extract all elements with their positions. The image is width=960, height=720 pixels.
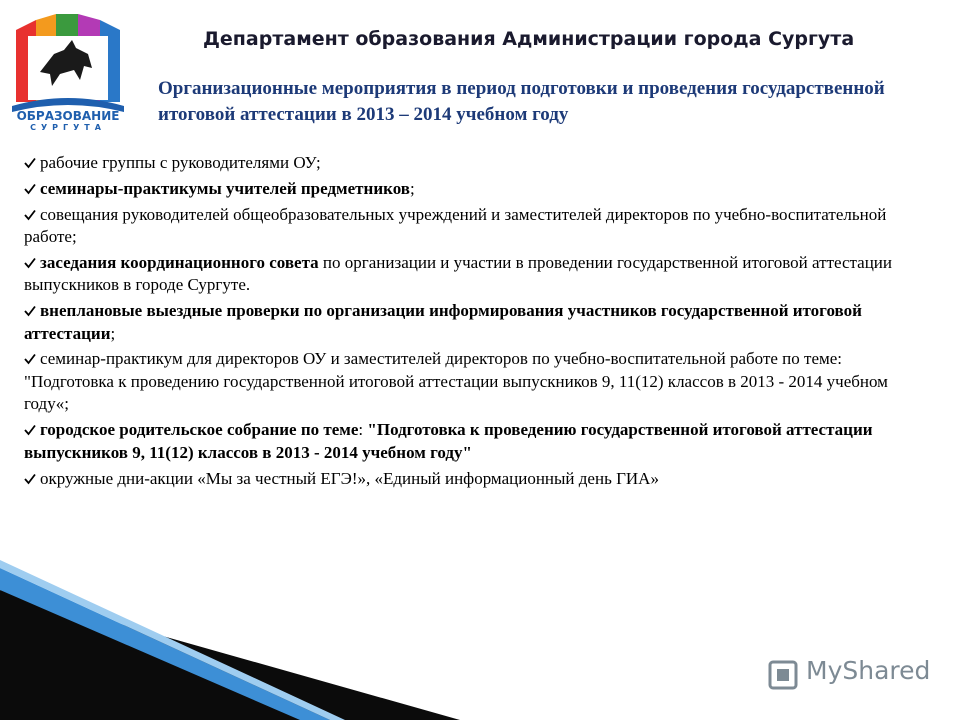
- item-bold-text: внеплановые выездные проверки по организации информирования участников государственной итоговой аттестации: [24, 301, 862, 343]
- item-text: :: [358, 420, 368, 440]
- list-item: [24, 178, 924, 201]
- logo-subtext: СУРГУТА: [30, 123, 106, 132]
- list-item: [24, 348, 924, 416]
- list-item: [24, 419, 924, 464]
- list-item: [24, 204, 924, 249]
- item-text: ;: [409, 178, 415, 198]
- checkmark-icon: [24, 353, 36, 365]
- item-text: рабочие группы с руководителями ОУ;: [40, 153, 321, 172]
- checkmark-icon: [24, 424, 36, 436]
- list-item: [24, 152, 924, 175]
- logo-caption: [6, 110, 130, 133]
- checkmark-icon: [24, 209, 36, 221]
- item-text: ;: [110, 323, 116, 343]
- logo-text: ОБРАЗОВАНИЕ: [16, 109, 120, 123]
- item-bold-text: заседания координационного совета: [40, 252, 319, 272]
- list-item: [24, 252, 924, 297]
- list-item: [24, 468, 924, 491]
- department-title: Департамент образования Администрации города Сургута: [203, 28, 855, 50]
- item-bold-text: семинары-практикумы учителей предметников: [40, 178, 410, 198]
- item-text: семинар-практикум для директоров ОУ и заместителей директоров по учебно-воспитательной работе по теме: "Подготовка к проведению государственной итоговой аттестации выпускников 9, 11(12) классов в 2013 - 2014 учебном году«;: [24, 349, 888, 414]
- corner-decoration: [0, 560, 460, 720]
- checkmark-icon: [24, 257, 36, 269]
- slide-title: Организационные мероприятия в период подготовки и проведения государственной итоговой аттестации в 2013 – 2014 учебном году: [158, 78, 885, 125]
- checkmark-icon: [24, 183, 36, 195]
- checkmark-icon: [24, 473, 36, 485]
- item-bold-text: "Подготовка к проведению государственной итоговой аттестации выпускников 9, 11(12) классов в 2013 - 2014 учебном году": [24, 420, 873, 462]
- list-item: [24, 300, 924, 345]
- checkmark-icon: [24, 157, 36, 169]
- event-list: [24, 152, 924, 493]
- item-bold-text: городское родительское собрание по теме: [40, 420, 359, 440]
- checkmark-icon: [24, 305, 36, 317]
- item-text: совещания руководителей общеобразовательных учреждений и заместителей директоров по учебно-воспитательной работе;: [24, 204, 887, 247]
- item-text: окружные дни-акции «Мы за честный ЕГЭ!», «Единый информационный день ГИА»: [40, 468, 659, 488]
- watermark-text: MyShared: [806, 656, 931, 685]
- item-text: по организации и участии в проведении государственной итоговой аттестации выпускников в городе Сургуте.: [24, 252, 892, 295]
